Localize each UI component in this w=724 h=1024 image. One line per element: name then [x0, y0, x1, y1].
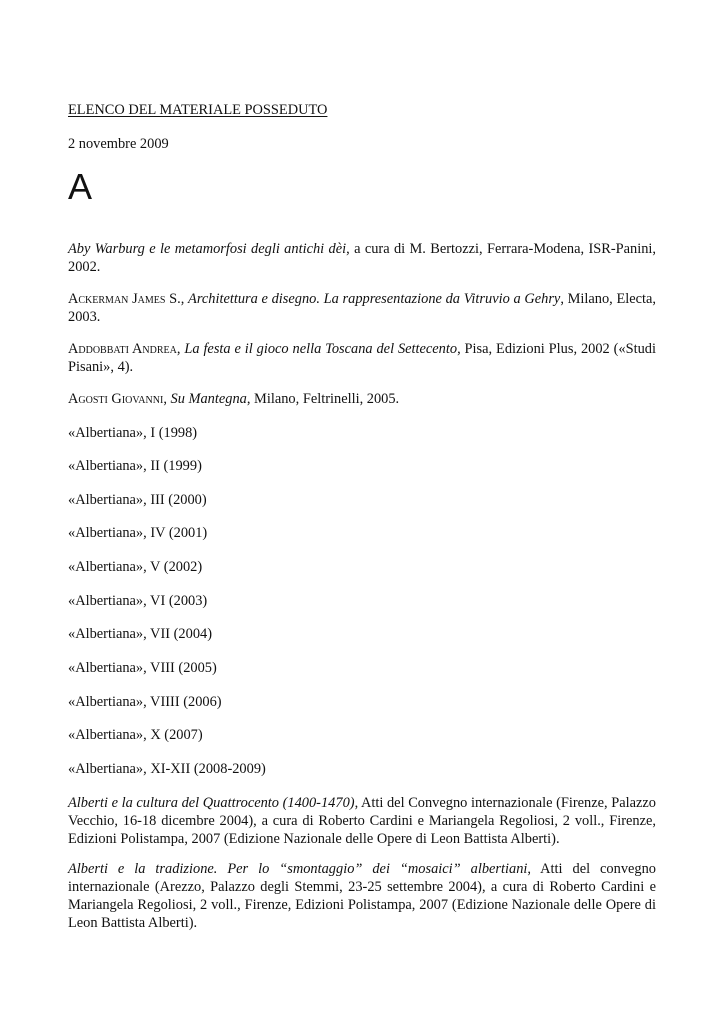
bibliography-entry — [68, 794, 656, 848]
entry-title: Su Mantegna — [170, 391, 247, 407]
entry-author: Addobbati Andrea — [68, 341, 177, 357]
document-title: ELENCO DEL MATERIALE POSSEDUTO — [68, 102, 328, 118]
entry-author-suffix: , — [163, 391, 171, 407]
bibliography-entry: «Albertiana», I (1998) — [68, 425, 198, 441]
bibliography-entry: «Albertiana», V (2002) — [68, 559, 203, 575]
bibliography-entry: «Albertiana», IV (2001) — [68, 525, 208, 541]
entry-title: Alberti e la cultura del Quattrocento (1400-1470) — [68, 795, 355, 811]
entry-title: La festa e il gioco nella Toscana del Settecento — [184, 341, 458, 357]
entry-details: , a cura di M. Bertozzi, Ferrara-Modena, ISR-Panini, 2002. — [68, 241, 657, 275]
bibliography-entry — [68, 340, 656, 376]
bibliography-entry: «Albertiana», VI (2003) — [68, 593, 208, 609]
entry-title: Alberti e la tradizione. Per lo “smontaggio” dei “mosaici” albertiani — [68, 861, 528, 877]
entry-title: Aby Warburg e le metamorfosi degli antichi dèi — [68, 241, 347, 257]
bibliography-entry: «Albertiana», XI-XII (2008-2009) — [68, 761, 266, 777]
entry-details: , Milano, Electa, 2003. — [68, 291, 656, 325]
entry-author-suffix: , — [176, 341, 185, 357]
entry-author-suffix: S., — [165, 291, 189, 307]
entry-author: Agosti Giovanni — [68, 391, 164, 407]
section-letter: A — [68, 166, 93, 207]
entry-title: Architettura e disegno. La rappresentazione da Vitruvio a Gehry — [188, 291, 561, 307]
document-date: 2 novembre 2009 — [68, 136, 169, 152]
entry-details: , Milano, Feltrinelli, 2005. — [246, 391, 400, 407]
entry-details: , Pisa, Edizioni Plus, 2002 («Studi Pisani», 4). — [68, 341, 656, 375]
bibliography-entry: «Albertiana», VII (2004) — [68, 626, 212, 642]
bibliography-entry — [68, 240, 656, 276]
bibliography-entry — [68, 290, 656, 326]
entry-details: , Atti del convegno internazionale (Arezzo, Palazzo degli Stemmi, 23-25 settembre 2004), a cura di Roberto Cardini e Mariangela Regoliosi, 2 voll., Firenze, Edizioni Polistampa, 2007 (Edizione Nazionale delle Opere di Leon Battista Alberti). — [68, 861, 656, 931]
bibliography-entry: «Albertiana», VIIII (2006) — [68, 694, 222, 710]
bibliography-entry: «Albertiana», III (2000) — [68, 492, 207, 508]
bibliography-entry: «Albertiana», VIII (2005) — [68, 660, 217, 676]
bibliography-entry: «Albertiana», X (2007) — [68, 727, 203, 743]
bibliography-entry — [68, 390, 656, 408]
entry-details: , Atti del Convegno internazionale (Firenze, Palazzo Vecchio, 16-18 dicembre 2004), a cura di Roberto Cardini e Mariangela Regoliosi, 2 voll., Firenze, Edizioni Polistampa, 2007 (Edizione Nazionale delle Opere di Leon Battista Alberti). — [68, 795, 656, 847]
bibliography-entry: «Albertiana», II (1999) — [68, 458, 202, 474]
bibliography-entry — [68, 860, 656, 932]
entry-author: Ackerman James — [68, 291, 166, 307]
